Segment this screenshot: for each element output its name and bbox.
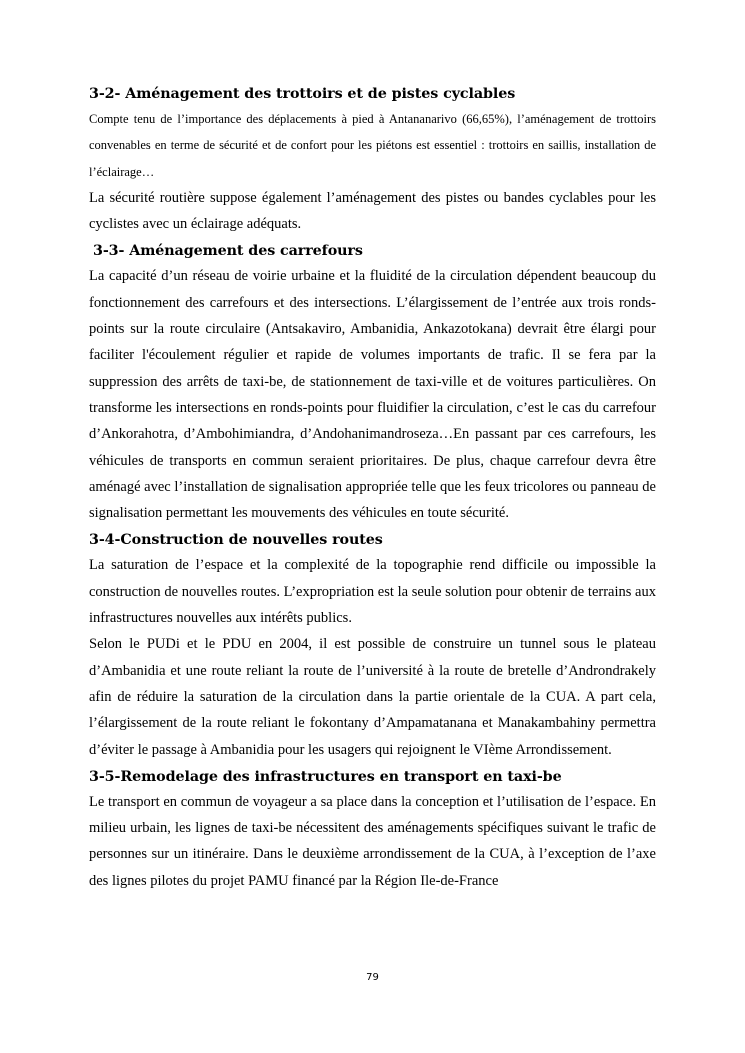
paragraph-taxi-be: Le transport en commun de voyageur a sa place dans la conception et l’utilisation de l’espace. En milieu urbain, les lignes de taxi-be nécessitent des aménagements spécifiques suivant le trafic de personnes sur un itinéraire. Dans le deuxième arrondissement de la CUA, à l’exception de l’axe des lignes pilotes du projet PAMU financé par la Région Ile-de-France <box>89 793 656 889</box>
section-heading-3-5: 3-5-Remodelage des infrastructures en transport en taxi-be <box>89 768 562 785</box>
paragraph-pedestrian-sidewalks: Compte tenu de l’importance des déplacements à pied à Antananarivo (66,65%), l’aménagement de trottoirs convenables en terme de sécurité et de confort pour les piétons est essentiel : trottoirs en saillis, installation de l’éclairage… <box>89 112 656 179</box>
page-body <box>89 86 656 894</box>
section-heading-3-3: 3-3- Aménagement des carrefours <box>93 243 363 260</box>
paragraph-pudi-pdu: Selon le PUDi et le PDU en 2004, il est possible de construire un tunnel sous le plateau d’Ambanidia et une route reliant la route de l’université à la route de bretelle d’Androndrakely afin de réduire la saturation de la circulation dans la partie orientale de la CUA. A part cela, l’élargissement de la route reliant le fokontany d’Ampamatanana et Manakambahiny permettra d’éviter le passage à Ambanidia pour les usagers qui rejoignent le VIème Arrondissement. <box>89 636 656 758</box>
paragraph-intersections: La capacité d’un réseau de voirie urbaine et la fluidité de la circulation dépendent beaucoup du fonctionnement des carrefours et des intersections. L’élargissement de l’entrée aux trois ronds-points sur la route circulaire (Antsakaviro, Ambanidia, Ankazotokana) devrait être élargi pour faciliter l'écoulement régulier et rapide de volumes importants de trafic. Il se fera par la suppression des arrêts de taxi-be, de stationnement de taxi-ville et de voitures particulières. On transforme les intersections en ronds-points pour fluidifier la circulation, c’est le cas du carrefour d’Ankorahotra, d’Ambohimiandra, d’Andohanimandroseza…En passant par ces carrefours, les véhicules de transports en commun seraient prioritaires. De plus, chaque carrefour devra être aménagé avec l’installation de signalisation appropriée telle que les feux tricolores ou panneau de signalisation permettant les mouvements des véhicules en toute sécurité. <box>89 268 656 522</box>
section-heading-3-4: 3-4-Construction de nouvelles routes <box>89 532 383 549</box>
paragraph-cycle-lanes: La sécurité routière suppose également l’aménagement des pistes ou bandes cyclables pour les cyclistes avec un éclairage adéquats. <box>89 189 656 233</box>
paragraph-new-roads: La saturation de l’espace et la complexité de la topographie rend difficile ou impossible la construction de nouvelles routes. L’expropriation est la seule solution pour obtenir de terrains aux infrastructures nouvelles aux intérêts publics. <box>89 557 656 627</box>
page-number: 79 <box>366 972 379 983</box>
section-heading-3-2: 3-2- Aménagement des trottoirs et de pistes cyclables <box>89 86 516 102</box>
